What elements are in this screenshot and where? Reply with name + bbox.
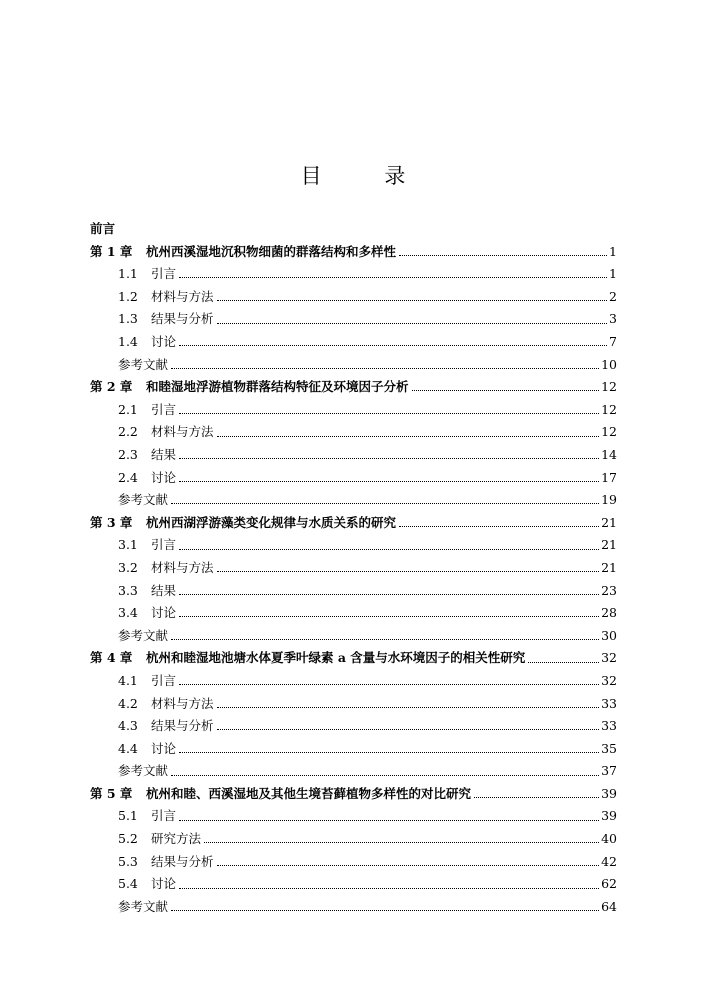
- section-number: 4.4: [118, 740, 138, 756]
- page-number: 35: [601, 740, 617, 756]
- toc-chapter-5[interactable]: [90, 783, 617, 806]
- chapter-number: 第 3 章: [90, 514, 133, 530]
- chapter-title: 杭州西湖浮游藻类变化规律与水质关系的研究: [146, 514, 397, 530]
- chapter-number: 第 5 章: [90, 785, 133, 801]
- page-number: 33: [601, 718, 617, 734]
- toc-chapter-4[interactable]: [90, 647, 617, 670]
- section-title: 引言: [151, 537, 177, 553]
- dot-leader: [179, 276, 607, 278]
- toc-references-1[interactable]: [90, 354, 617, 377]
- dot-leader: [179, 887, 599, 889]
- section-title: 材料与方法: [151, 559, 214, 575]
- toc-section-3-4[interactable]: [90, 602, 617, 625]
- dot-leader: [399, 254, 607, 256]
- toc-section-2-3[interactable]: [90, 444, 617, 467]
- toc-section-3-3[interactable]: [90, 580, 617, 603]
- section-number: 3.1: [118, 537, 138, 553]
- page-number: 21: [601, 537, 617, 553]
- section-title: 材料与方法: [151, 424, 214, 440]
- page-number: 1: [609, 243, 617, 259]
- chapter-title: 杭州和睦湿地池塘水体夏季叶绿素 a 含量与水环境因子的相关性研究: [146, 650, 526, 666]
- section-title: 讨论: [151, 605, 177, 621]
- chapter-title: 和睦湿地浮游植物群落结构特征及环境因子分析: [146, 379, 409, 395]
- section-number: 5.1: [118, 808, 138, 824]
- section-title: 讨论: [151, 876, 177, 892]
- toc-section-5-3[interactable]: [90, 851, 617, 874]
- section-title: 引言: [151, 808, 177, 824]
- dot-leader: [217, 435, 600, 437]
- page-number: 21: [601, 514, 617, 530]
- toc-section-5-4[interactable]: [90, 873, 617, 896]
- section-number: 2.1: [118, 401, 138, 417]
- page-number: 32: [601, 672, 617, 688]
- dot-leader: [179, 615, 599, 617]
- dot-leader: [399, 525, 599, 527]
- toc-references-4[interactable]: [90, 760, 617, 783]
- section-number: 5.3: [118, 853, 138, 869]
- page-number: 23: [601, 582, 617, 598]
- dot-leader: [179, 548, 599, 550]
- references-title: 参考文献: [118, 627, 169, 643]
- page-title: 目 录: [300, 164, 434, 188]
- section-number: 3.3: [118, 582, 138, 598]
- page-number: 19: [601, 492, 617, 508]
- page-number: 40: [601, 831, 617, 847]
- toc-section-3-1[interactable]: [90, 534, 617, 557]
- chapter-title: 杭州和睦、西溪湿地及其他生境苔藓植物多样性的对比研究: [146, 785, 472, 801]
- section-number: 4.1: [118, 672, 138, 688]
- dot-leader: [204, 841, 599, 843]
- section-number: 2.4: [118, 469, 138, 485]
- toc-section-5-2[interactable]: [90, 828, 617, 851]
- section-title: 结果: [151, 446, 177, 462]
- page-number: 17: [601, 469, 617, 485]
- chapter-number: 第 4 章: [90, 650, 133, 666]
- section-number: 1.3: [118, 311, 138, 327]
- toc-section-2-2[interactable]: [90, 421, 617, 444]
- dot-leader: [179, 593, 599, 595]
- page-number: 37: [601, 763, 617, 779]
- section-title: 引言: [151, 401, 177, 417]
- section-number: 1.4: [118, 334, 138, 350]
- page-number: 12: [601, 379, 617, 395]
- page-number: 42: [601, 853, 617, 869]
- toc-section-4-3[interactable]: [90, 715, 617, 738]
- references-title: 参考文献: [118, 898, 169, 914]
- section-title: 材料与方法: [151, 695, 214, 711]
- chapter-number: 第 2 章: [90, 379, 133, 395]
- section-title: 研究方法: [151, 831, 202, 847]
- toc-section-3-2[interactable]: [90, 557, 617, 580]
- dot-leader: [217, 728, 600, 730]
- toc-section-4-4[interactable]: [90, 738, 617, 761]
- dot-leader: [217, 322, 607, 324]
- toc-references-5[interactable]: [90, 896, 617, 919]
- toc-references-3[interactable]: [90, 625, 617, 648]
- section-title: 材料与方法: [151, 288, 214, 304]
- toc-chapter-3[interactable]: [90, 512, 617, 535]
- references-title: 参考文献: [118, 356, 169, 372]
- page-number: 1: [609, 266, 617, 282]
- toc-section-4-1[interactable]: [90, 670, 617, 693]
- dot-leader: [171, 502, 599, 504]
- page-number: 2: [609, 288, 617, 304]
- dot-leader: [179, 344, 607, 346]
- section-title: 讨论: [151, 740, 177, 756]
- dot-leader: [171, 909, 599, 911]
- references-title: 参考文献: [118, 492, 169, 508]
- dot-leader: [412, 389, 600, 391]
- section-title: 引言: [151, 266, 177, 282]
- page-number: 14: [601, 446, 617, 462]
- section-number: 5.4: [118, 876, 138, 892]
- section-title: 引言: [151, 672, 177, 688]
- dot-leader: [217, 706, 600, 708]
- dot-leader: [179, 683, 599, 685]
- section-number: 4.3: [118, 718, 138, 734]
- page-number: 30: [601, 627, 617, 643]
- page-number: 62: [601, 876, 617, 892]
- toc-chapter-2[interactable]: [90, 376, 617, 399]
- toc-chapter-1[interactable]: [90, 241, 617, 264]
- page-number: 28: [601, 605, 617, 621]
- toc-section-1-3[interactable]: [90, 308, 617, 331]
- page-number: 7: [609, 334, 617, 350]
- page-number: 32: [601, 650, 617, 666]
- dot-leader: [217, 864, 600, 866]
- section-number: 3.2: [118, 559, 138, 575]
- toc-preface[interactable]: [90, 218, 617, 241]
- section-number: 4.2: [118, 695, 138, 711]
- chapter-number: 第 1 章: [90, 243, 133, 259]
- toc-references-2[interactable]: [90, 489, 617, 512]
- page-number: 64: [601, 898, 617, 914]
- dot-leader: [171, 367, 599, 369]
- dot-leader: [474, 796, 599, 798]
- page-number: 39: [601, 785, 617, 801]
- toc-section-1-4[interactable]: [90, 331, 617, 354]
- dot-leader: [179, 819, 599, 821]
- dot-leader: [179, 751, 599, 753]
- section-number: 1.2: [118, 288, 138, 304]
- page-number: 12: [601, 424, 617, 440]
- references-title: 参考文献: [118, 763, 169, 779]
- dot-leader: [171, 774, 599, 776]
- dot-leader: [179, 480, 599, 482]
- dot-leader: [528, 661, 599, 663]
- dot-leader: [179, 457, 599, 459]
- toc-section-1-1[interactable]: [90, 263, 617, 286]
- chapter-title: 杭州西溪湿地沉积物细菌的群落结构和多样性: [146, 243, 397, 259]
- toc-section-5-1[interactable]: [90, 805, 617, 828]
- page-number: 12: [601, 401, 617, 417]
- dot-leader: [217, 570, 600, 572]
- table-of-contents: [90, 218, 617, 918]
- section-number: 2.3: [118, 446, 138, 462]
- page-number: 33: [601, 695, 617, 711]
- section-title: 结果与分析: [151, 853, 214, 869]
- toc-section-1-2[interactable]: [90, 286, 617, 309]
- section-number: 2.2: [118, 424, 138, 440]
- page-number: 3: [609, 311, 617, 327]
- section-title: 结果与分析: [151, 718, 214, 734]
- section-number: 3.4: [118, 605, 138, 621]
- toc-section-4-2[interactable]: [90, 692, 617, 715]
- section-number: 1.1: [118, 266, 138, 282]
- dot-leader: [179, 412, 599, 414]
- dot-leader: [171, 638, 599, 640]
- toc-section-2-1[interactable]: [90, 399, 617, 422]
- dot-leader: [217, 299, 607, 301]
- page-number: 21: [601, 559, 617, 575]
- page-number: 10: [601, 356, 617, 372]
- toc-preface-label: 前言: [90, 221, 116, 237]
- section-title: 结果与分析: [151, 311, 214, 327]
- page-number: 39: [601, 808, 617, 824]
- section-title: 结果: [151, 582, 177, 598]
- toc-section-2-4[interactable]: [90, 467, 617, 490]
- section-title: 讨论: [151, 334, 177, 350]
- section-number: 5.2: [118, 831, 138, 847]
- section-title: 讨论: [151, 469, 177, 485]
